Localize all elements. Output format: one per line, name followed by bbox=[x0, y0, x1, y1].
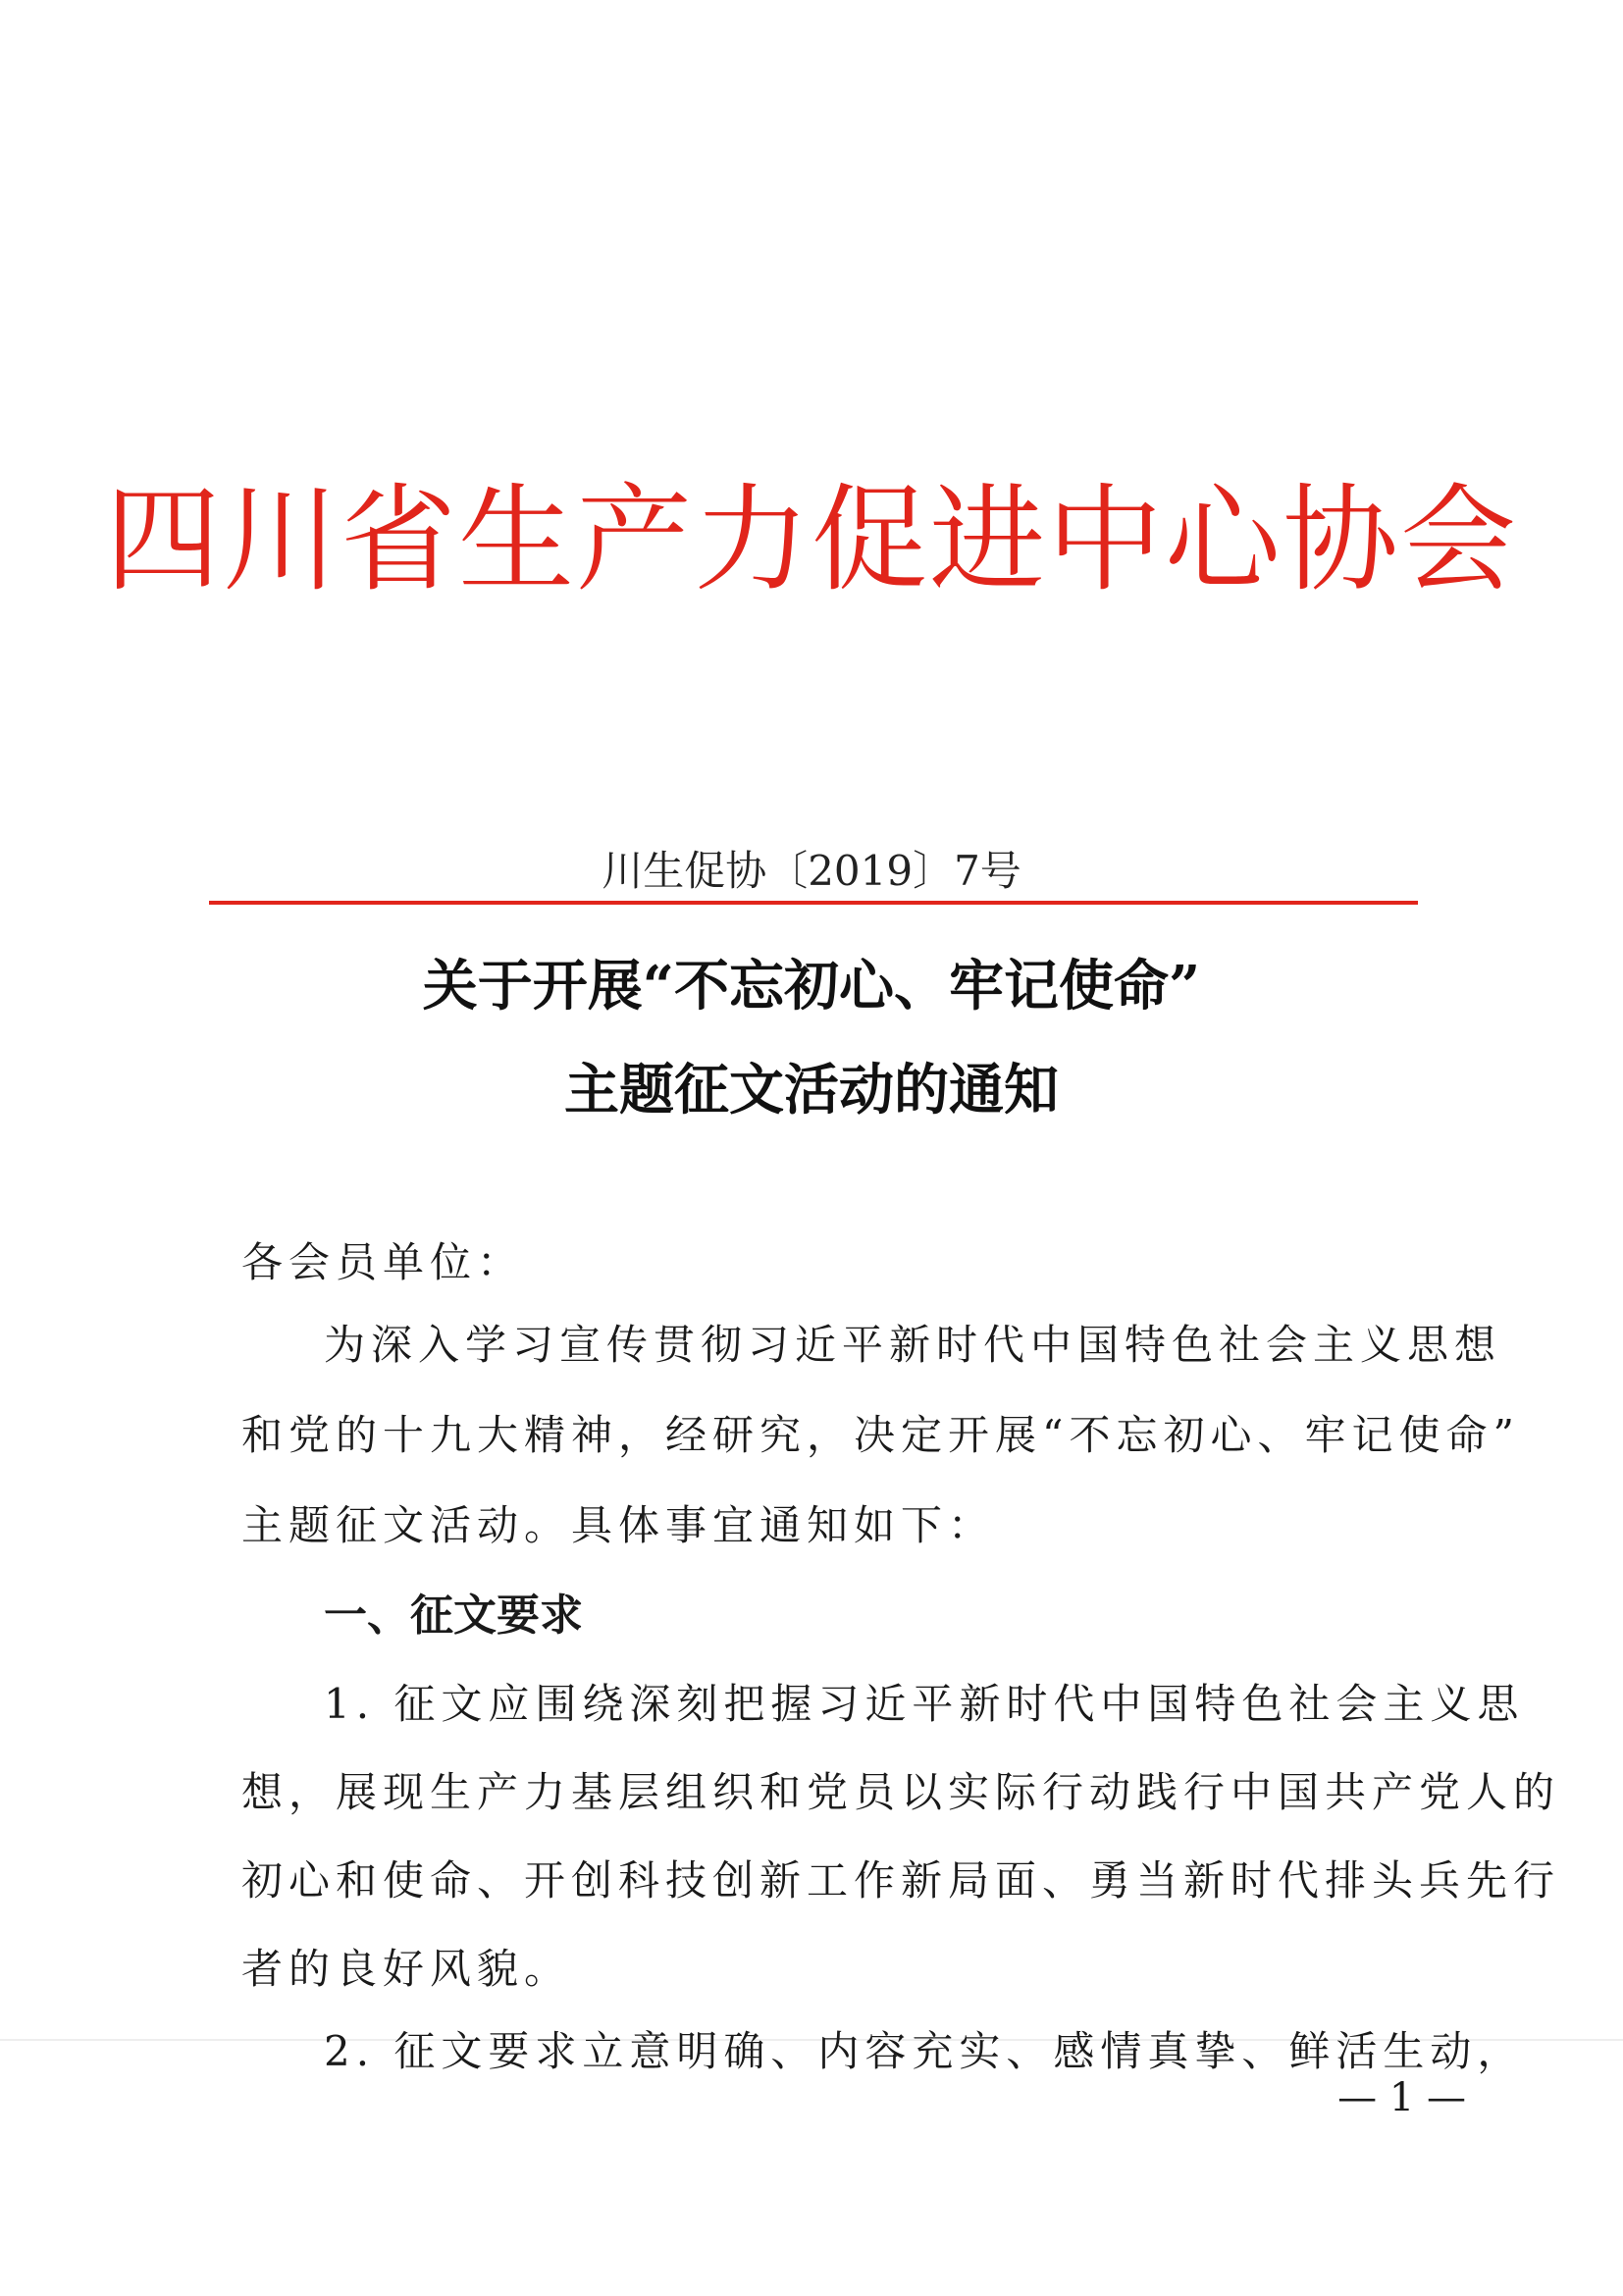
item1-line-1: 1. 征文应围绕深刻把握习近平新时代中国特色社会主义思 bbox=[324, 1680, 1525, 1728]
item1-line-2: 想，展现生产力基层组织和党员以实际行动践行中国共产党人的 bbox=[241, 1768, 1561, 1816]
intro-line-1: 为深入学习宣传贯彻习近平新时代中国特色社会主义思想 bbox=[324, 1321, 1502, 1369]
item2-line-1: 2. 征文要求立意明确、内容充实、感情真挚、鲜活生动， bbox=[324, 2027, 1525, 2075]
salutation: 各会员单位： bbox=[241, 1238, 525, 1286]
item1-line-4: 者的良好风貌。 bbox=[241, 1945, 572, 1993]
intro-line-2: 和党的十九大精神，经研究，决定开展“不忘初心、牢记使命” bbox=[241, 1411, 1520, 1459]
intro-line-3: 主题征文活动。具体事宜通知如下： bbox=[241, 1501, 996, 1549]
organization-header: 四川省生产力促进中心协会 bbox=[104, 472, 1518, 607]
item1-line-3: 初心和使命、开创科技创新工作新局面、勇当新时代排头兵先行 bbox=[241, 1856, 1561, 1905]
page-number: — 1 — bbox=[1337, 2075, 1466, 2120]
document-number: 川生促协〔2019〕7号 bbox=[602, 847, 1021, 895]
section-heading-1: 一、征文要求 bbox=[324, 1591, 583, 1641]
document-title-line-1: 关于开展“不忘初心、牢记使命” bbox=[422, 954, 1201, 1018]
document-title-line-2: 主题征文活动的通知 bbox=[564, 1058, 1059, 1122]
red-divider-line bbox=[209, 901, 1418, 905]
